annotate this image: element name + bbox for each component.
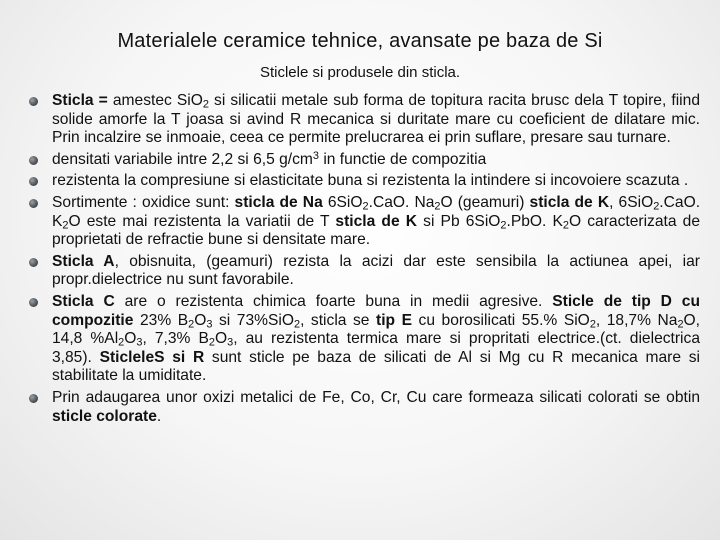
text-run: O [124, 330, 137, 348]
text-run: , 7,3% B [142, 330, 209, 348]
text-run: , au rezistenta termica mare si propritati electrice.(ct. dielectrica 3,85). [52, 330, 700, 366]
subscript: 2 [202, 98, 209, 111]
bold-text: tip E [376, 311, 412, 329]
subscript: 2 [434, 200, 441, 213]
text-run: O, 14,8 %Al [52, 311, 700, 348]
subscript: 2 [589, 318, 596, 331]
bullet-dot-icon [29, 298, 38, 307]
subscript: 3 [136, 336, 143, 349]
slide-subtitle: Sticlele si produsele din sticla. [259, 64, 461, 81]
subscript: 2 [208, 336, 215, 349]
bold-text: sticla de K [529, 193, 610, 211]
subscript: 2 [677, 318, 684, 331]
subscript: 2 [500, 219, 507, 232]
slide-title: Materialele ceramice tehnice, avansate pe baza de Si [117, 30, 603, 52]
text-run: 23% B [133, 311, 189, 329]
bullet-item [28, 389, 700, 426]
text-run: .CaO. K [52, 193, 701, 230]
subscript: 3 [206, 318, 213, 331]
bold-text: sticle colorate [52, 407, 157, 425]
text-run: Sortimente : oxidice sunt: [52, 193, 235, 211]
bold-text: sticla de K [335, 212, 418, 230]
text-run: si silicatii metale sub forma de topitura racita brusc dela T topire, fiind solide amorfe la T joasa si avind R mecanica si duritate mare cu coeficient de dilatare mic. Prin incalzire se inmoaie, ceea ce permite prelucrarea ei prin suflare, presare sau turnare. [52, 92, 700, 147]
text-run: , 6SiO [609, 193, 654, 211]
subscript: 2 [562, 219, 569, 232]
text-run: in functie de compozitia [318, 150, 487, 168]
bold-text: SticleleS si R [99, 348, 205, 366]
bold-text: Sticla C [52, 292, 115, 310]
text-run: sunt sticle pe baza de silicati de Al si Mg cu R mecanica mare si stabilitate la umiditate. [52, 348, 700, 385]
text-run: , obisnuita, (geamuri) rezista la acizi dar este sensibila la actiunea apei, iar propr.dielectrice nu sunt favorabile. [52, 252, 700, 289]
bullet-dot-icon [29, 199, 38, 208]
text-run: O caracterizata de proprietati de refractie bune si densitate mare. [52, 212, 700, 249]
text-run: O este mai rezistenta la variatii de T [68, 212, 336, 230]
text-run: O [194, 311, 207, 329]
text-run: .PbO. K [506, 212, 563, 230]
text-run: .CaO. Na [368, 193, 435, 211]
superscript: 3 [312, 149, 319, 162]
bullet-dot-icon [29, 258, 38, 267]
text-run: O (geamuri) [440, 193, 530, 211]
subscript: 3 [227, 336, 234, 349]
text-run: 6SiO [322, 193, 363, 211]
text-run: amestec SiO [112, 92, 203, 109]
text-run: si Pb 6SiO [417, 212, 501, 230]
text-run: O [215, 330, 228, 348]
bold-text: Sticla A [52, 252, 115, 270]
bold-text: Sticle de tip D cu compozitie [52, 292, 700, 329]
bullet-dot-icon [29, 156, 38, 165]
text-run: rezistenta la compresiune si elasticitate buna si rezistenta la intindere si incovoiere scazuta . [52, 172, 689, 190]
text-run: , sticla se [300, 311, 376, 329]
bullet-item [28, 151, 700, 170]
bullet-dot-icon [29, 177, 38, 186]
subscript: 2 [188, 318, 195, 331]
bold-text: sticla de Na [234, 193, 323, 211]
text-run: are o rezistenta chimica foarte buna in medii agresive. [114, 292, 553, 310]
bullet-list [28, 92, 700, 429]
subscript: 2 [293, 318, 301, 331]
bold-text: Sticla = [52, 92, 113, 109]
text-run: cu borosilicati 55.% SiO [412, 311, 590, 329]
text-run: si 73%SiO [212, 311, 294, 329]
subscript: 2 [118, 336, 125, 349]
bullet-dot-icon [29, 97, 38, 106]
bullet-item [28, 253, 700, 290]
text-run: Prin adaugarea unor oxizi metalici de Fe, Co, Cr, Cu care formeaza silicati colorati se obtin [52, 388, 700, 406]
text-run: , 18,7% Na [595, 311, 678, 329]
subscript: 2 [362, 200, 369, 213]
text-run: . [156, 407, 162, 425]
bullet-dot-icon [29, 394, 38, 403]
text-run: densitati variabile intre 2,2 si 6,5 g/cm [52, 150, 313, 168]
bullet-item [28, 92, 700, 148]
bullet-item [28, 293, 700, 386]
subscript: 2 [653, 200, 660, 213]
bullet-item [28, 172, 700, 191]
subscript: 2 [62, 219, 69, 232]
bullet-item [28, 194, 700, 250]
